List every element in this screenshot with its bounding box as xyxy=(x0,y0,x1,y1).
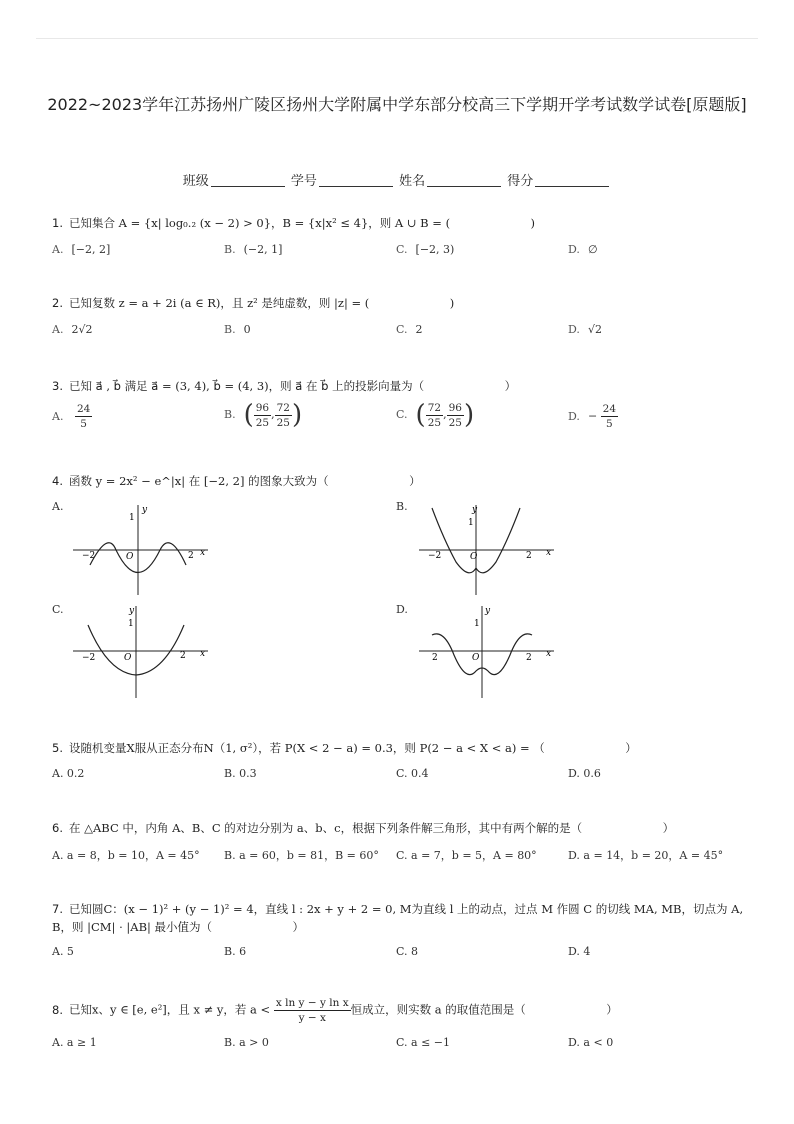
svg-text:1: 1 xyxy=(128,619,134,629)
svg-text:1: 1 xyxy=(129,513,135,523)
question-number: 4. xyxy=(52,474,63,488)
fraction: $\frac{24}{5}$ xyxy=(76,403,91,430)
header-divider xyxy=(36,38,758,39)
question-number: 1. xyxy=(52,216,63,230)
option-label: C. xyxy=(396,243,408,256)
option-label: B. xyxy=(224,323,236,336)
question-3 xyxy=(52,378,516,394)
graph-option-d xyxy=(414,603,564,703)
question-4 xyxy=(52,473,421,489)
option-label: D. xyxy=(568,409,580,423)
fraction: $\frac{\text{x ln y − y ln x}}{y - x}$ xyxy=(275,997,349,1024)
question-text: 在 △ABC 中，内角 A、B、C 的对边分别为 a、b、c，根据下列条件解三角形，其中有两个解的是（ ） xyxy=(68,821,675,835)
svg-text:O: O xyxy=(126,552,134,562)
question-number: 3. xyxy=(52,379,63,393)
question-number: 7. xyxy=(52,902,63,916)
option-label: D. xyxy=(568,323,580,336)
option-label: A. xyxy=(52,323,64,336)
fraction: $\frac{72}{25}$ xyxy=(276,401,290,429)
question-1 xyxy=(52,215,535,231)
score-label: 得分 xyxy=(507,174,534,189)
svg-text:y: y xyxy=(472,505,478,515)
svg-text:y: y xyxy=(129,606,135,616)
fraction: $\frac{96}{25}$ xyxy=(255,401,270,429)
class-label: 班级 xyxy=(182,174,209,189)
fraction: $\frac{72}{25}$ xyxy=(427,401,442,429)
student-info-line xyxy=(0,170,794,189)
option-c: C. a ≤ −1 xyxy=(396,1036,451,1049)
option-label: A. xyxy=(52,243,64,256)
option-label: B. xyxy=(224,408,236,421)
svg-text:O: O xyxy=(472,653,480,663)
svg-text:2: 2 xyxy=(526,653,532,663)
svg-text:−2: −2 xyxy=(82,653,96,663)
svg-text:y: y xyxy=(485,606,491,616)
question-text: 函数 y = 2x² − e^|x| 在 [−2, 2] 的图象大致为（ ） xyxy=(68,474,421,488)
question-text: 已知复数 z = a + 2i (a ∈ R)，且 z² 是纯虚数，则 |z| = ( ) xyxy=(68,296,455,310)
option-value: [−2, 3) xyxy=(415,243,455,256)
score-blank xyxy=(535,186,609,187)
question-3-options: A. $\frac{24}{5}$ B. ( $\frac{96}{25}$ , $\frac{72}{25}$ ) C. ( $\frac{72}{25}$ , $\frac{96}{25}$ ) D. − $\frac{24}{5}$ xyxy=(52,400,617,430)
option-value: 2√2 xyxy=(71,323,93,336)
question-2 xyxy=(52,295,454,311)
svg-text:y: y xyxy=(142,505,148,515)
svg-text:2: 2 xyxy=(188,551,194,561)
option-d: D. a < 0 xyxy=(568,1036,614,1049)
svg-text:O: O xyxy=(124,653,132,663)
option-value: √2 xyxy=(587,323,602,336)
graph-option-c xyxy=(68,603,218,703)
option-a: A. 0.2 xyxy=(52,767,85,780)
id-blank xyxy=(319,186,393,187)
option-c: C. 8 xyxy=(396,945,419,958)
svg-text:2: 2 xyxy=(180,651,186,661)
graph-option-b xyxy=(414,500,564,600)
question-text: 已知集合 A = {x| log₀.₂ (x − 2) > 0}，B = {x|x² ≤ 4}，则 A ∪ B = ( ) xyxy=(68,216,536,230)
option-label: A. xyxy=(52,409,64,423)
svg-text:x: x xyxy=(200,548,206,558)
name-blank xyxy=(427,186,501,187)
question-text: 已知x、y ∈ [e, e²]，且 x ≠ y，若 a < xyxy=(68,1002,271,1017)
svg-text:x: x xyxy=(200,649,206,659)
option-d: D. 0.6 xyxy=(568,767,601,780)
question-text: 设随机变量X服从正态分布N（1, σ²），若 P(X < 2 − a) = 0.3，则 P(2 − a < X < a) = （ ） xyxy=(68,741,637,755)
option-label: B. xyxy=(396,500,408,513)
option-value: ∅ xyxy=(587,243,598,256)
option-label: C. xyxy=(396,323,408,336)
option-d: D. 4 xyxy=(568,945,591,958)
option-b: B. 6 xyxy=(224,945,247,958)
class-blank xyxy=(211,186,285,187)
svg-text:2: 2 xyxy=(526,551,532,561)
svg-text:1: 1 xyxy=(474,619,480,629)
option-label: C. xyxy=(52,603,64,616)
fraction: $\frac{24}{5}$ xyxy=(602,403,617,430)
svg-text:2: 2 xyxy=(432,653,438,663)
question-5 xyxy=(52,740,637,756)
graph-option-a xyxy=(68,500,218,600)
question-number: 2. xyxy=(52,296,63,310)
page-title: 2022~2023学年江苏扬州广陵区扬州大学附属中学东部分校高三下学期开学考试数学试卷[原题版] xyxy=(47,95,747,114)
option-d: D. a = 14，b = 20，A = 45° xyxy=(568,849,724,862)
option-value: 0 xyxy=(243,323,251,336)
option-b: B. a > 0 xyxy=(224,1036,269,1049)
option-label: C. xyxy=(396,408,408,421)
svg-text:−2: −2 xyxy=(82,551,96,561)
option-a: A. a ≥ 1 xyxy=(52,1036,97,1049)
option-c: C. a = 7，b = 5，A = 80° xyxy=(396,849,537,862)
option-a: A. 5 xyxy=(52,945,74,958)
option-value: 2 xyxy=(415,323,423,336)
question-text: 恒成立，则实数 a 的取值范围是（ ） xyxy=(350,1002,618,1017)
option-a: A. a = 8，b = 10，A = 45° xyxy=(52,849,200,862)
question-6 xyxy=(52,820,674,836)
question-number: 5. xyxy=(52,741,63,755)
option-b: B. 0.3 xyxy=(224,767,257,780)
svg-text:−2: −2 xyxy=(428,551,442,561)
question-text: B，则 |CM| · |AB| 最小值为（ ） xyxy=(52,920,305,934)
fraction: $\frac{96}{25}$ xyxy=(448,401,462,429)
question-number: 6. xyxy=(52,821,63,835)
option-b: B. a = 60，b = 81，B = 60° xyxy=(224,849,379,862)
svg-text:x: x xyxy=(546,548,552,558)
id-label: 学号 xyxy=(290,174,317,189)
option-value: [−2, 2] xyxy=(71,243,111,256)
question-text: 已知圆C：(x − 1)² + (y − 1)² = 4，直线 l : 2x + y + 2 = 0, M为直线 l 上的动点，过点 M 作圆 C 的切线 MA, MB，切点为 A, xyxy=(68,902,744,916)
question-8 xyxy=(52,996,618,1025)
question-number: 8. xyxy=(52,1002,63,1017)
svg-text:1: 1 xyxy=(468,518,474,528)
question-7-cont xyxy=(52,919,304,935)
option-c: C. 0.4 xyxy=(396,767,429,780)
option-label: D. xyxy=(568,243,580,256)
svg-text:x: x xyxy=(546,649,552,659)
option-label: B. xyxy=(224,243,236,256)
question-7 xyxy=(52,901,743,917)
option-label: A. xyxy=(52,500,64,513)
svg-text:O: O xyxy=(470,552,478,562)
option-label: D. xyxy=(396,603,408,616)
question-text: 已知 a⃗ , b⃗ 满足 a⃗ = (3, 4), b⃗ = (4, 3)，则 a⃗ 在 b⃗ 上的投影向量为（ ） xyxy=(68,379,517,393)
option-value: (−2, 1] xyxy=(243,243,283,256)
name-label: 姓名 xyxy=(399,174,426,189)
